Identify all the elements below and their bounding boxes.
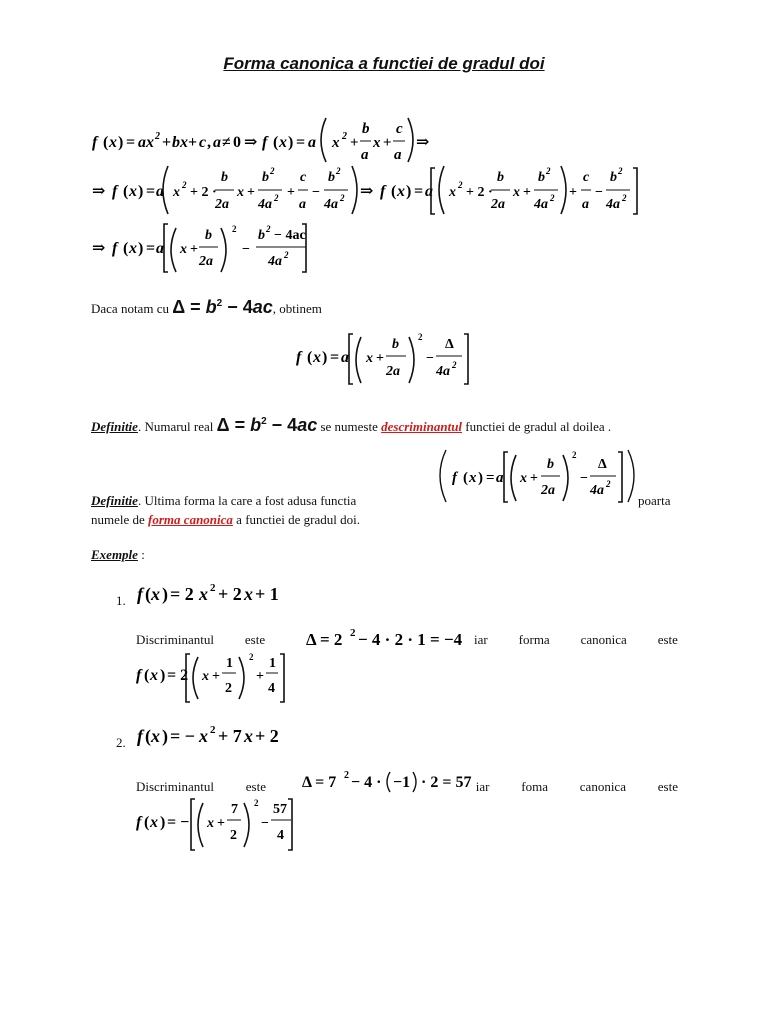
delta-definition-formula: $\Delta = b^2 - 4ac$ — [172, 297, 273, 317]
svg-text:+: + — [287, 185, 295, 200]
svg-text:b: b — [205, 228, 212, 243]
svg-text:f: f — [452, 470, 457, 486]
svg-text:): ) — [478, 470, 483, 486]
svg-text:⇒: ⇒ — [92, 183, 106, 200]
svg-text:2: 2 — [155, 131, 160, 142]
svg-text:0: 0 — [233, 134, 241, 151]
svg-text:): ) — [118, 134, 124, 151]
definition-1 — [91, 415, 611, 436]
svg-text:2: 2 — [230, 828, 237, 843]
svg-text:= −: = − — [170, 726, 196, 746]
svg-text:): ) — [160, 667, 166, 684]
svg-text:4a: 4a — [324, 197, 338, 212]
definition-2-text: . Ultima forma la care a fost adusa functia — [137, 493, 357, 508]
svg-text:x: x — [151, 584, 160, 604]
svg-text:x: x — [469, 470, 477, 486]
notation-paragraph — [91, 297, 322, 318]
svg-text:⇒: ⇒ — [244, 134, 258, 151]
svg-text:f: f — [136, 667, 142, 684]
svg-text:b: b — [610, 170, 617, 185]
svg-text:2: 2 — [418, 332, 423, 342]
example-word: canonica — [580, 632, 627, 647]
example-word: forma — [518, 632, 550, 647]
svg-text:(: ( — [145, 726, 151, 746]
svg-text:f: f — [112, 183, 118, 200]
svg-text:⇒: ⇒ — [416, 134, 430, 151]
svg-text:x: x — [449, 185, 456, 200]
svg-text:a: a — [308, 134, 316, 151]
svg-text:b: b — [221, 170, 228, 185]
svg-text:4a: 4a — [590, 483, 604, 498]
svg-text:1: 1 — [226, 656, 233, 671]
svg-text:,: , — [207, 134, 211, 151]
svg-text:x: x — [129, 240, 137, 257]
svg-text:x: x — [520, 471, 527, 486]
examples-label: Exemple — [91, 547, 138, 562]
svg-text:⇒: ⇒ — [360, 183, 374, 200]
definition-1-middle: se numeste — [320, 419, 378, 434]
svg-text:b: b — [538, 170, 545, 185]
svg-text:c: c — [300, 170, 307, 185]
svg-text:−1: −1 — [393, 774, 411, 791]
svg-text:4a: 4a — [268, 254, 282, 269]
svg-text:x: x — [207, 816, 214, 831]
svg-text:a: a — [361, 147, 369, 163]
definition-1-end: functiei de gradul al doilea . — [465, 419, 612, 434]
svg-text:+: + — [383, 135, 392, 151]
svg-text:≠: ≠ — [222, 134, 231, 151]
svg-text:4a: 4a — [534, 197, 548, 212]
svg-text:a: a — [425, 183, 433, 200]
svg-text:+: + — [247, 185, 255, 200]
svg-text:−: − — [426, 351, 434, 366]
svg-text:2: 2 — [606, 479, 611, 489]
delta-formula: $\Delta = b^2 - 4ac$ — [216, 415, 318, 435]
svg-text:2: 2 — [622, 193, 627, 203]
svg-text:): ) — [288, 134, 294, 151]
svg-text:+ 7: + 7 — [218, 726, 242, 746]
example-1-line — [136, 632, 678, 648]
svg-text:= 2: = 2 — [170, 584, 194, 604]
example-1-number: 1. — [116, 593, 126, 608]
svg-text:): ) — [406, 183, 412, 200]
definition-2-line-1 — [91, 493, 435, 509]
svg-text:a: a — [341, 349, 349, 366]
svg-text:(: ( — [103, 134, 109, 151]
svg-text:2a: 2a — [386, 364, 400, 379]
svg-text:+: + — [190, 242, 198, 257]
svg-text:2: 2 — [342, 131, 347, 142]
svg-text:x: x — [373, 135, 381, 151]
svg-text:f: f — [137, 726, 143, 746]
svg-text:x: x — [244, 726, 253, 746]
svg-text:x: x — [332, 135, 340, 151]
discriminant-term: descriminantul — [381, 419, 463, 434]
svg-text:(: ( — [273, 134, 279, 151]
svg-text:−: − — [580, 471, 588, 486]
svg-text:): ) — [160, 814, 166, 831]
svg-text:f: f — [136, 814, 142, 831]
svg-text:Δ: Δ — [445, 337, 454, 352]
notation-prefix: Daca notam cu — [91, 301, 169, 316]
svg-text:1: 1 — [269, 656, 276, 671]
svg-text:2: 2 — [458, 180, 463, 190]
svg-text:): ) — [138, 240, 144, 257]
svg-text:x: x — [109, 134, 117, 151]
svg-text:=: = — [330, 349, 340, 366]
definition-2-poarta: poarta — [638, 493, 671, 508]
svg-text:2: 2 — [344, 770, 349, 781]
svg-text:b: b — [362, 121, 370, 137]
svg-text:2: 2 — [550, 193, 555, 203]
examples-colon: : — [137, 547, 145, 562]
svg-text:x: x — [279, 134, 287, 151]
definition-2-line-2 — [91, 512, 360, 528]
svg-text:(: ( — [463, 470, 468, 486]
svg-text:+: + — [569, 185, 577, 200]
svg-text:f: f — [262, 134, 268, 151]
svg-text:b: b — [328, 170, 335, 185]
svg-text:2: 2 — [452, 360, 457, 370]
svg-text:=: = — [296, 134, 306, 151]
svg-text:2: 2 — [618, 166, 623, 176]
example-word: foma — [521, 779, 548, 794]
svg-text:=: = — [486, 470, 495, 486]
svg-text:(: ( — [123, 240, 129, 257]
svg-text:2a: 2a — [541, 483, 555, 498]
svg-text:(: ( — [307, 349, 313, 366]
example-word: este — [657, 632, 678, 647]
svg-text:x: x — [313, 349, 321, 366]
svg-text:=: = — [146, 240, 156, 257]
svg-text:=: = — [126, 134, 136, 151]
svg-text:2: 2 — [572, 450, 577, 460]
example-word: este — [244, 632, 266, 647]
svg-text:+ 2 ·: + 2 · — [190, 185, 217, 200]
svg-text:4a: 4a — [258, 197, 272, 212]
svg-text:b: b — [392, 337, 399, 352]
svg-text:= 2: = 2 — [167, 667, 189, 684]
svg-text:+: + — [530, 471, 538, 486]
definition-label: Definitie — [91, 419, 138, 434]
svg-text:f: f — [92, 134, 98, 151]
svg-text:b: b — [547, 457, 554, 472]
svg-text:a: a — [156, 240, 164, 257]
svg-text:a: a — [213, 134, 221, 151]
example-word: este — [657, 779, 678, 794]
svg-text:⇒: ⇒ — [92, 240, 106, 257]
svg-text:(: ( — [391, 183, 397, 200]
svg-text:b: b — [262, 170, 269, 185]
svg-text:x: x — [237, 185, 244, 200]
svg-text:+: + — [217, 816, 225, 831]
definition-2-suffix: a functiei de gradul doi. — [236, 512, 360, 527]
example-2-number: 2. — [116, 735, 126, 750]
svg-text:a: a — [496, 470, 504, 486]
svg-text:2: 2 — [340, 193, 345, 203]
svg-text:): ) — [138, 183, 144, 200]
svg-text:2: 2 — [284, 250, 289, 260]
svg-text:+: + — [523, 185, 531, 200]
svg-text:2: 2 — [232, 224, 237, 234]
svg-text:=: = — [146, 183, 156, 200]
svg-text:ax: ax — [138, 134, 154, 151]
definition-2-prefix: numele de — [91, 512, 145, 527]
svg-text:x: x — [129, 183, 137, 200]
svg-text:2: 2 — [336, 166, 341, 176]
svg-text:f: f — [112, 240, 118, 257]
definition-label: Definitie — [91, 493, 138, 508]
svg-text:c: c — [199, 134, 207, 151]
svg-text:+: + — [350, 135, 359, 151]
svg-text:(: ( — [144, 814, 150, 831]
svg-text:= −: = − — [167, 814, 190, 831]
svg-text:+: + — [256, 669, 264, 684]
svg-text:a: a — [156, 183, 164, 200]
svg-text:+ 2 ·: + 2 · — [466, 185, 493, 200]
svg-text:−: − — [312, 185, 320, 200]
svg-text:x: x — [244, 584, 253, 604]
svg-text:x: x — [199, 584, 208, 604]
svg-text:Δ = 7: Δ = 7 — [302, 774, 337, 791]
svg-text:b: b — [497, 170, 504, 185]
svg-text:4: 4 — [277, 828, 284, 843]
canonical-form-term: forma canonica — [148, 512, 233, 527]
svg-text:(: ( — [144, 667, 150, 684]
example-word: Discriminantul — [136, 779, 214, 794]
svg-text:f: f — [380, 183, 386, 200]
svg-text:x: x — [180, 242, 187, 257]
svg-text:4: 4 — [268, 681, 275, 696]
svg-text:+ 1: + 1 — [255, 584, 279, 604]
svg-text:f: f — [137, 584, 143, 604]
svg-text:2: 2 — [249, 652, 254, 662]
svg-text:x: x — [173, 185, 180, 200]
example-word: iar — [474, 632, 488, 647]
svg-text:2: 2 — [225, 681, 232, 696]
svg-text:x: x — [199, 726, 208, 746]
example-word: iar — [475, 779, 490, 794]
svg-text:x: x — [150, 814, 158, 831]
svg-text:x: x — [513, 185, 520, 200]
svg-text:c: c — [583, 170, 590, 185]
svg-text:2: 2 — [274, 193, 279, 203]
svg-text:bx: bx — [172, 134, 188, 151]
svg-text:−: − — [242, 242, 250, 257]
svg-text:2: 2 — [254, 798, 259, 808]
svg-text:Δ: Δ — [598, 457, 607, 472]
svg-text:+: + — [376, 351, 384, 366]
notation-suffix: , obtinem — [272, 301, 322, 316]
svg-text:+ 2: + 2 — [255, 726, 279, 746]
svg-text:): ) — [162, 726, 168, 746]
definition-1-text: . Numarul real — [137, 419, 214, 434]
svg-text:+: + — [212, 669, 220, 684]
svg-text:x: x — [150, 667, 158, 684]
svg-text:57: 57 — [273, 802, 287, 817]
svg-text:=: = — [414, 183, 424, 200]
svg-text:4a: 4a — [436, 364, 450, 379]
svg-text:2: 2 — [210, 724, 216, 736]
svg-text:2a: 2a — [199, 254, 213, 269]
svg-text:Δ = 2: Δ = 2 — [306, 630, 343, 649]
svg-text:4a: 4a — [606, 197, 620, 212]
svg-text:− 4ac: − 4ac — [274, 228, 306, 243]
svg-text:(: ( — [123, 183, 129, 200]
svg-text:+: + — [162, 134, 172, 151]
svg-text:x: x — [397, 183, 405, 200]
svg-text:x: x — [366, 351, 373, 366]
svg-text:2a: 2a — [215, 197, 229, 212]
example-2-line — [136, 779, 678, 795]
svg-text:− 4 ·: − 4 · — [351, 774, 382, 791]
svg-text:2: 2 — [546, 166, 551, 176]
example-word: este — [245, 779, 266, 794]
svg-text:7: 7 — [231, 802, 238, 817]
svg-text:2: 2 — [182, 180, 187, 190]
svg-text:2: 2 — [210, 582, 216, 594]
svg-text:+ 2: + 2 — [218, 584, 242, 604]
examples-heading — [91, 547, 145, 563]
svg-text:c: c — [396, 121, 403, 137]
svg-text:−: − — [595, 185, 603, 200]
svg-text:): ) — [322, 349, 328, 366]
svg-text:a: a — [394, 147, 402, 163]
svg-text:b: b — [258, 228, 265, 243]
example-word: Discriminantul — [136, 632, 214, 647]
svg-text:2: 2 — [350, 627, 356, 639]
svg-text:a: a — [582, 197, 589, 212]
svg-text:· 2 = 57: · 2 = 57 — [421, 774, 472, 791]
page-title: Forma canonica a functiei de gradul doi — [223, 54, 545, 73]
svg-text:(: ( — [145, 584, 151, 604]
svg-text:f: f — [296, 349, 302, 366]
svg-text:): ) — [162, 584, 168, 604]
svg-text:2a: 2a — [491, 197, 505, 212]
svg-text:2: 2 — [266, 224, 271, 234]
svg-text:x: x — [151, 726, 160, 746]
svg-text:2: 2 — [270, 166, 275, 176]
svg-text:− 4 · 2 · 1 = −4: − 4 · 2 · 1 = −4 — [358, 630, 463, 649]
svg-text:+: + — [188, 134, 198, 151]
svg-text:x: x — [202, 669, 209, 684]
svg-text:a: a — [299, 197, 306, 212]
svg-text:−: − — [261, 816, 269, 831]
example-word: canonica — [579, 779, 626, 794]
